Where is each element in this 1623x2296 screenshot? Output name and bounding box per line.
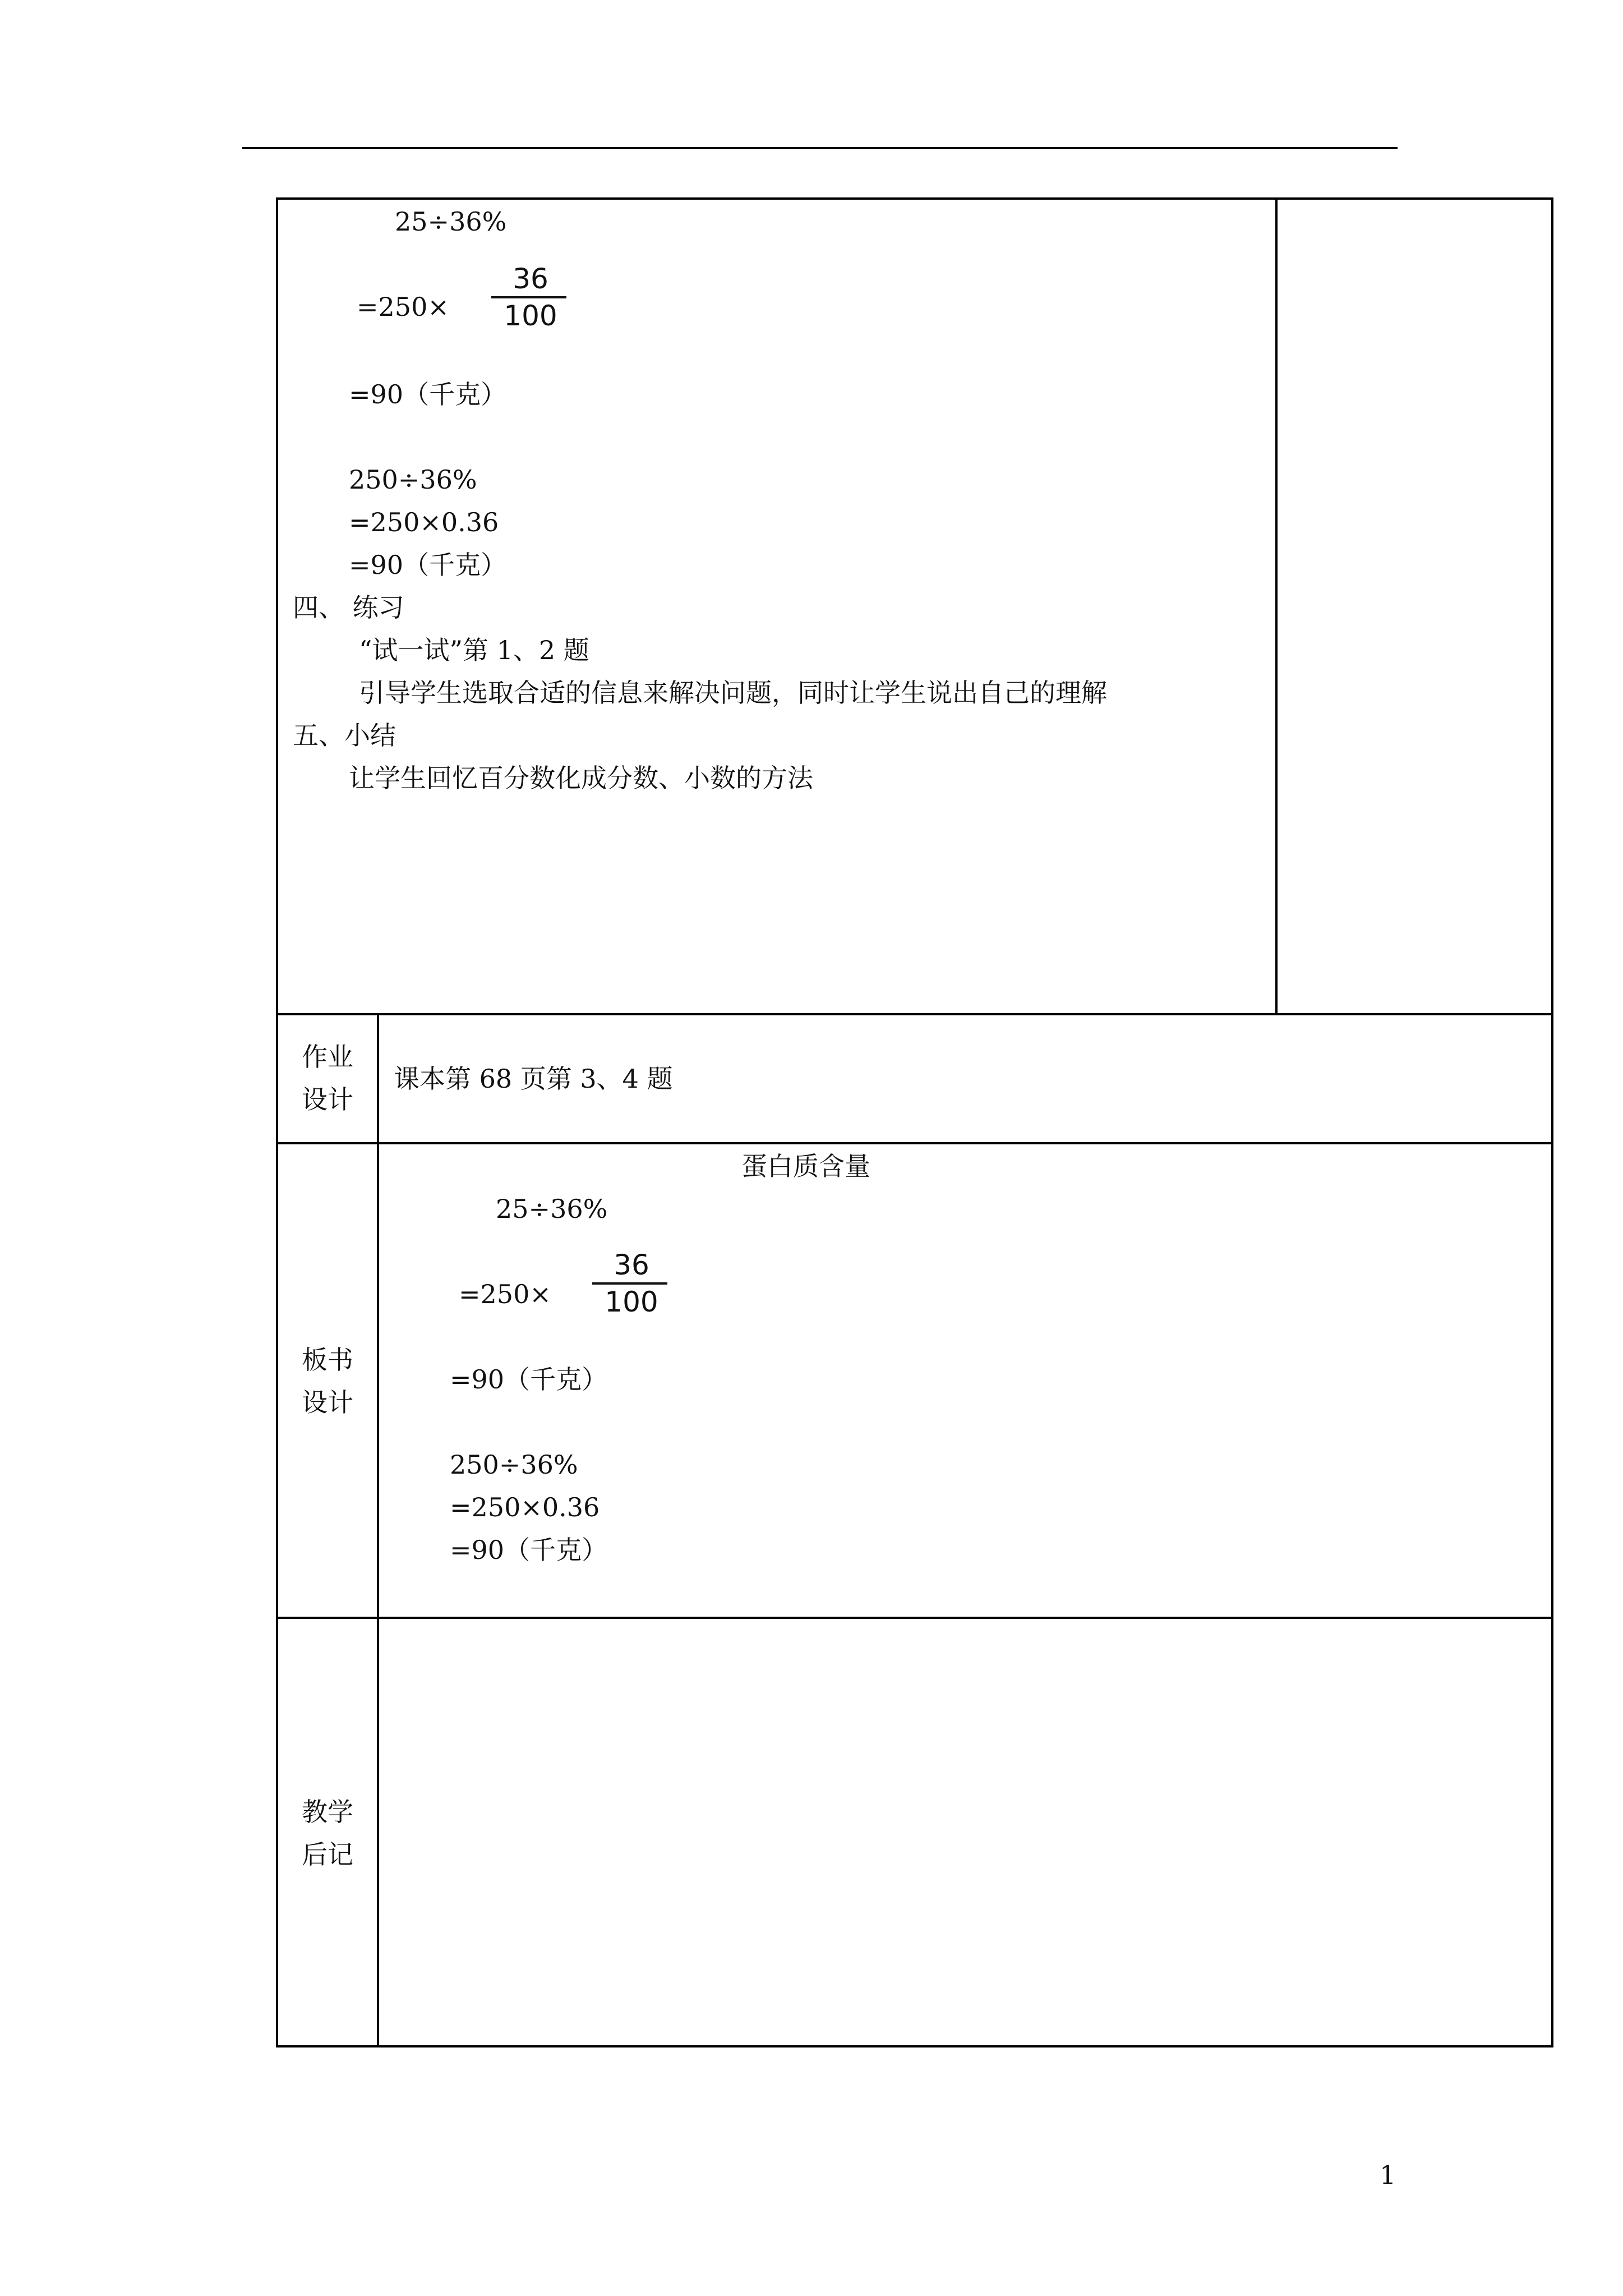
section5-heading: 五、小结 [293,720,396,751]
board-calc1-fraction [592,1250,671,1317]
calc1-fraction [491,264,570,331]
homework-label [278,1036,377,1121]
calc1-line1: 25÷36% [395,206,507,237]
calc2-line1: 250÷36% [349,464,477,495]
table-left-border [276,197,278,2047]
calc2-line3: =90（千克） [349,550,507,580]
board-calc2-line2: =250×0.36 [450,1492,600,1522]
board-title: 蛋白质含量 [741,1151,870,1181]
section4-item2: 引导学生选取合适的信息来解决问题，同时让学生说出自己的理解 [359,678,1107,708]
fraction-bar [592,1282,667,1285]
calc2-line2: =250×0.36 [349,507,499,537]
reflection-label-line1: 教学 [302,1797,353,1827]
fraction-bar [491,296,566,298]
fraction-numerator: 36 [513,263,548,295]
board-calc2-line1: 250÷36% [450,1450,578,1480]
homework-label-line2: 设计 [302,1084,353,1115]
upper-cell-divider [1275,197,1278,1014]
homework-content: 课本第 68 页第 3、4 题 [394,1064,673,1094]
section5-item1: 让学生回忆百分数化成分数、小数的方法 [349,763,813,793]
board-label [278,1338,377,1424]
board-calc2-line3: =90（千克） [450,1535,608,1565]
board-calc1-line1: 25÷36% [496,1194,608,1224]
table-right-border [1551,197,1553,2047]
page-number: 1 [1380,2160,1396,2190]
row-divider-1 [276,1013,1553,1015]
board-calc1-line3: =90（千克） [450,1364,608,1395]
fraction-denominator: 100 [605,1286,658,1318]
label-column-divider [377,1013,379,2047]
section4-item1: “试一试”第 1、2 题 [359,635,589,665]
board-label-line1: 板书 [302,1345,353,1375]
header-rule [242,147,1398,149]
table-bottom-border [276,2045,1553,2047]
calc1-line3: =90（千克） [349,379,507,409]
board-label-line2: 设计 [302,1387,353,1418]
table-top-border [276,197,1553,200]
section4-heading: 四、 练习 [293,592,404,623]
calc1-line2-prefix: =250× [357,292,449,322]
homework-label-line1: 作业 [302,1042,353,1072]
reflection-label-line2: 后记 [302,1839,353,1870]
row-divider-3 [276,1617,1553,1619]
row-divider-2 [276,1142,1553,1144]
fraction-numerator: 36 [614,1249,649,1281]
board-calc1-line2-prefix: =250× [459,1279,551,1309]
reflection-label [278,1791,377,1876]
fraction-denominator: 100 [504,300,557,332]
